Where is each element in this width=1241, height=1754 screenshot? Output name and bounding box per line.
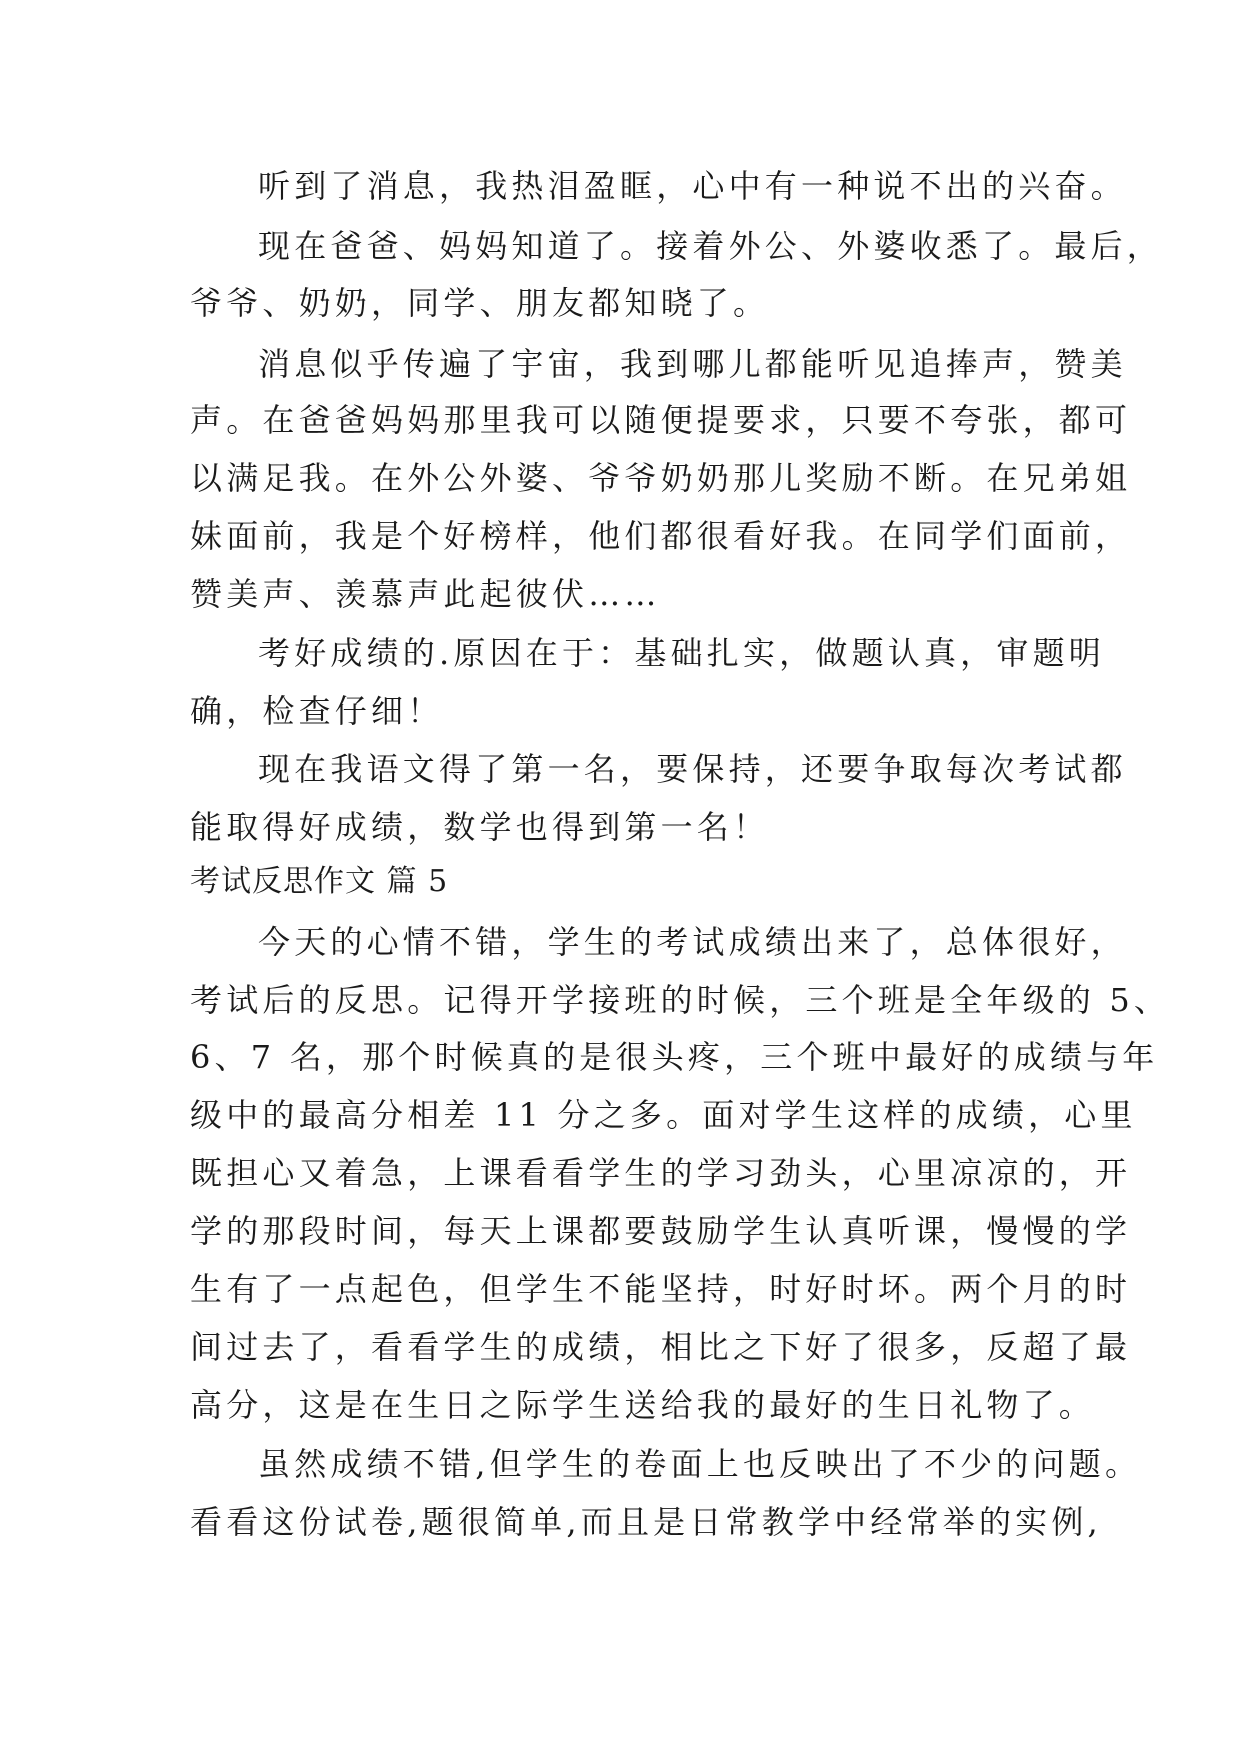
paragraph-line: 高分，这是在生日之际学生送给我的最好的生日礼物了。	[190, 1386, 1096, 1424]
paragraph-line: 考试后的反思。记得开学接班的时候，三个班是全年级的 5、	[190, 981, 1171, 1019]
paragraph-line: 爷爷、奶奶，同学、朋友都知晓了。	[190, 284, 770, 322]
paragraph-line: 妹面前，我是个好榜样，他们都很看好我。在同学们面前，	[190, 517, 1132, 555]
paragraph-line: 以满足我。在外公外婆、爷爷奶奶那儿奖励不断。在兄弟姐	[190, 459, 1132, 497]
section-heading: 考试反思作文 篇 5	[190, 864, 449, 899]
paragraph-line: 间过去了，看看学生的成绩，相比之下好了很多，反超了最	[190, 1328, 1132, 1366]
paragraph-line: 生有了一点起色，但学生不能坚持，时好时坏。两个月的时	[190, 1270, 1132, 1308]
paragraph-line: 声。在爸爸妈妈那里我可以随便提要求，只要不夸张，都可	[190, 401, 1132, 439]
paragraph-line: 虽然成绩不错,但学生的卷面上也反映出了不少的问题。	[258, 1445, 1142, 1483]
paragraph-line: 能取得好成绩，数学也得到第一名！	[190, 808, 770, 846]
paragraph-line: 既担心又着急，上课看看学生的学习劲头，心里凉凉的，开	[190, 1154, 1132, 1192]
paragraph-line: 级中的最高分相差 11 分之多。面对学生这样的成绩，心里	[190, 1096, 1137, 1134]
paragraph-line: 消息似乎传遍了宇宙，我到哪儿都能听见追捧声，赞美	[258, 345, 1127, 383]
paragraph-line: 现在爸爸、妈妈知道了。接着外公、外婆收悉了。最后，	[258, 227, 1164, 265]
paragraph-line: 现在我语文得了第一名，要保持，还要争取每次考试都	[258, 750, 1127, 788]
paragraph-line: 6、7 名，那个时候真的是很头疼，三个班中最好的成绩与年	[190, 1038, 1159, 1076]
paragraph-line: 今天的心情不错，学生的考试成绩出来了，总体很好，	[258, 923, 1127, 961]
paragraph-line: 考好成绩的.原因在于：基础扎实，做题认真，审题明	[258, 634, 1105, 672]
paragraph-line: 听到了消息，我热泪盈眶，心中有一种说不出的兴奋。	[258, 167, 1127, 205]
paragraph-line: 确，检查仔细！	[190, 692, 444, 730]
paragraph-line: 看看这份试卷,题很简单,而且是日常教学中经常举的实例,	[190, 1503, 1102, 1541]
paragraph-line: 赞美声、羡慕声此起彼伏……	[190, 575, 661, 613]
paragraph-line: 学的那段时间，每天上课都要鼓励学生认真听课，慢慢的学	[190, 1212, 1132, 1250]
